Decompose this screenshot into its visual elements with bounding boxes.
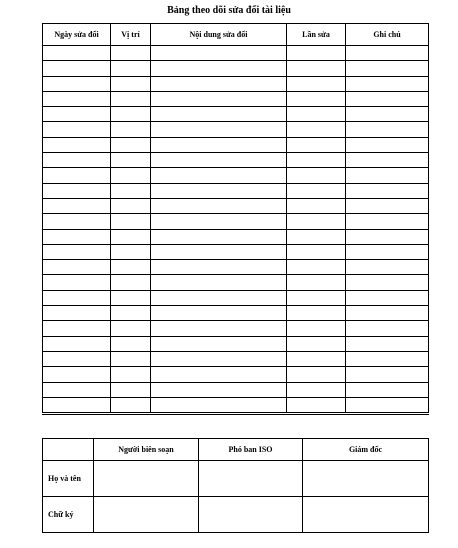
revision-row — [43, 137, 429, 152]
revision-row — [43, 260, 429, 275]
revision-row — [43, 198, 429, 213]
revision-cell-notes[interactable] — [346, 275, 429, 290]
revision-cell-content[interactable] — [151, 382, 287, 397]
revision-cell-notes[interactable] — [346, 153, 429, 168]
revision-cell-date[interactable] — [43, 107, 111, 122]
revision-cell-content[interactable] — [151, 397, 287, 413]
revision-cell-notes[interactable] — [346, 351, 429, 366]
revision-cell-position[interactable] — [111, 214, 151, 229]
revision-cell-notes[interactable] — [346, 336, 429, 351]
revision-cell-notes[interactable] — [346, 107, 429, 122]
revision-cell-date[interactable] — [43, 61, 111, 76]
revision-cell-position[interactable] — [111, 367, 151, 382]
revision-row — [43, 91, 429, 106]
revision-cell-position[interactable] — [111, 397, 151, 413]
revision-cell-content[interactable] — [151, 183, 287, 198]
revision-cell-notes[interactable] — [346, 260, 429, 275]
revision-cell-content[interactable] — [151, 46, 287, 61]
revision-cell-position[interactable] — [111, 275, 151, 290]
row-label-signature: Chữ ký — [43, 497, 94, 533]
revision-cell-revision-number[interactable] — [287, 397, 346, 413]
revision-cell-content[interactable] — [151, 351, 287, 366]
revision-row — [43, 214, 429, 229]
revision-tracking-table — [42, 23, 429, 415]
revision-cell-notes[interactable] — [346, 290, 429, 305]
revision-cell-revision-number[interactable] — [287, 351, 346, 366]
revision-cell-notes[interactable] — [346, 168, 429, 183]
revision-cell-position[interactable] — [111, 168, 151, 183]
revision-cell-position[interactable] — [111, 107, 151, 122]
revision-cell-date[interactable] — [43, 336, 111, 351]
revision-cell-content[interactable] — [151, 290, 287, 305]
revision-cell-revision-number[interactable] — [287, 153, 346, 168]
revision-cell-notes[interactable] — [346, 214, 429, 229]
revision-cell-position[interactable] — [111, 351, 151, 366]
revision-cell-content[interactable] — [151, 153, 287, 168]
signature-row — [43, 497, 429, 533]
revision-cell-notes[interactable] — [346, 306, 429, 321]
revision-row — [43, 351, 429, 366]
revision-cell-notes[interactable] — [346, 183, 429, 198]
revision-cell-revision-number[interactable] — [287, 46, 346, 61]
revision-cell-date[interactable] — [43, 397, 111, 413]
revision-cell-revision-number[interactable] — [287, 107, 346, 122]
revision-cell-revision-number[interactable] — [287, 183, 346, 198]
revision-row — [43, 244, 429, 259]
revision-cell-content[interactable] — [151, 275, 287, 290]
revision-row — [43, 367, 429, 382]
revision-cell-revision-number[interactable] — [287, 306, 346, 321]
revision-row — [43, 397, 429, 413]
revision-cell-content[interactable] — [151, 122, 287, 137]
revision-cell-revision-number[interactable] — [287, 275, 346, 290]
revision-row — [43, 290, 429, 305]
revision-cell-content[interactable] — [151, 321, 287, 336]
revision-cell-content[interactable] — [151, 306, 287, 321]
revision-cell-date[interactable] — [43, 275, 111, 290]
revision-cell-notes[interactable] — [346, 61, 429, 76]
revision-cell-date[interactable] — [43, 367, 111, 382]
full-name-cell-compiler[interactable] — [94, 461, 199, 497]
revision-cell-date[interactable] — [43, 198, 111, 213]
revision-row — [43, 275, 429, 290]
signature-header-row — [43, 439, 429, 461]
revision-cell-notes[interactable] — [346, 122, 429, 137]
approval-signature-table — [42, 438, 429, 533]
revision-cell-notes[interactable] — [346, 382, 429, 397]
revision-cell-position[interactable] — [111, 306, 151, 321]
revision-cell-date[interactable] — [43, 214, 111, 229]
revision-cell-notes[interactable] — [346, 367, 429, 382]
revision-row — [43, 168, 429, 183]
revision-cell-position[interactable] — [111, 336, 151, 351]
revision-cell-revision-number[interactable] — [287, 367, 346, 382]
revision-cell-content[interactable] — [151, 107, 287, 122]
revision-cell-position[interactable] — [111, 153, 151, 168]
revision-cell-date[interactable] — [43, 290, 111, 305]
revision-cell-date[interactable] — [43, 137, 111, 152]
revision-row — [43, 122, 429, 137]
revision-cell-revision-number[interactable] — [287, 229, 346, 244]
revision-cell-date[interactable] — [43, 91, 111, 106]
revision-cell-position[interactable] — [111, 229, 151, 244]
revision-cell-position[interactable] — [111, 61, 151, 76]
revision-cell-content[interactable] — [151, 229, 287, 244]
signature-cell-iso-deputy[interactable] — [199, 497, 303, 533]
revision-cell-revision-number[interactable] — [287, 91, 346, 106]
revision-cell-revision-number[interactable] — [287, 76, 346, 91]
revision-cell-date[interactable] — [43, 183, 111, 198]
revision-cell-revision-number[interactable] — [287, 382, 346, 397]
revision-cell-content[interactable] — [151, 367, 287, 382]
revision-cell-notes[interactable] — [346, 397, 429, 413]
full-name-cell-director[interactable] — [303, 461, 429, 497]
revision-cell-date[interactable] — [43, 229, 111, 244]
column-header-iso-deputy: Phó ban ISO — [199, 439, 303, 461]
revision-cell-date[interactable] — [43, 306, 111, 321]
revision-cell-content[interactable] — [151, 214, 287, 229]
revision-cell-date[interactable] — [43, 122, 111, 137]
revision-cell-date[interactable] — [43, 321, 111, 336]
revision-cell-revision-number[interactable] — [287, 260, 346, 275]
revision-cell-date[interactable] — [43, 244, 111, 259]
revision-cell-notes[interactable] — [346, 244, 429, 259]
revision-row — [43, 76, 429, 91]
revision-cell-content[interactable] — [151, 137, 287, 152]
revision-cell-position[interactable] — [111, 46, 151, 61]
revision-cell-position[interactable] — [111, 244, 151, 259]
revision-cell-content[interactable] — [151, 260, 287, 275]
revision-cell-position[interactable] — [111, 198, 151, 213]
revision-cell-position[interactable] — [111, 183, 151, 198]
column-header-director: Giám đốc — [303, 439, 429, 461]
revision-cell-content[interactable] — [151, 61, 287, 76]
column-header-notes: Ghi chú — [346, 24, 429, 46]
revision-cell-notes[interactable] — [346, 198, 429, 213]
revision-row — [43, 183, 429, 198]
revision-row — [43, 153, 429, 168]
revision-cell-date[interactable] — [43, 382, 111, 397]
signature-cell-compiler[interactable] — [94, 497, 199, 533]
revision-cell-revision-number[interactable] — [287, 198, 346, 213]
revision-cell-position[interactable] — [111, 382, 151, 397]
signature-corner-cell — [43, 439, 94, 461]
revision-row — [43, 107, 429, 122]
revision-cell-date[interactable] — [43, 260, 111, 275]
full-name-row — [43, 461, 429, 497]
revision-cell-revision-number[interactable] — [287, 214, 346, 229]
revision-cell-position[interactable] — [111, 91, 151, 106]
revision-header-row — [43, 24, 429, 46]
column-header-revision-number: Lần sửa — [287, 24, 346, 46]
revision-cell-date[interactable] — [43, 46, 111, 61]
revision-row — [43, 61, 429, 76]
revision-row — [43, 321, 429, 336]
row-label-full-name: Họ và tên — [43, 461, 94, 497]
revision-cell-revision-number[interactable] — [287, 168, 346, 183]
revision-cell-date[interactable] — [43, 351, 111, 366]
column-header-content: Nội dung sửa đổi — [151, 24, 287, 46]
revision-cell-revision-number[interactable] — [287, 244, 346, 259]
revision-cell-notes[interactable] — [346, 91, 429, 106]
revision-cell-revision-number[interactable] — [287, 122, 346, 137]
document-title: Bảng theo dõi sửa đổi tài liệu — [167, 5, 291, 16]
revision-cell-notes[interactable] — [346, 137, 429, 152]
revision-cell-date[interactable] — [43, 76, 111, 91]
revision-cell-content[interactable] — [151, 198, 287, 213]
revision-row — [43, 306, 429, 321]
revision-cell-content[interactable] — [151, 336, 287, 351]
revision-cell-position[interactable] — [111, 137, 151, 152]
revision-row — [43, 336, 429, 351]
revision-cell-content[interactable] — [151, 168, 287, 183]
revision-row — [43, 46, 429, 61]
revision-cell-position[interactable] — [111, 76, 151, 91]
revision-row — [43, 229, 429, 244]
signature-cell-director[interactable] — [303, 497, 429, 533]
revision-cell-content[interactable] — [151, 76, 287, 91]
revision-cell-date[interactable] — [43, 168, 111, 183]
revision-row — [43, 382, 429, 397]
column-header-compiler: Người biên soạn — [94, 439, 199, 461]
revision-cell-revision-number[interactable] — [287, 290, 346, 305]
revision-cell-revision-number[interactable] — [287, 137, 346, 152]
revision-cell-notes[interactable] — [346, 76, 429, 91]
revision-cell-position[interactable] — [111, 290, 151, 305]
revision-cell-content[interactable] — [151, 244, 287, 259]
revision-cell-position[interactable] — [111, 321, 151, 336]
column-header-position: Vị trí — [111, 24, 151, 46]
revision-cell-content[interactable] — [151, 91, 287, 106]
revision-cell-notes[interactable] — [346, 229, 429, 244]
revision-cell-revision-number[interactable] — [287, 61, 346, 76]
column-header-date: Ngày sửa đổi — [43, 24, 111, 46]
revision-cell-notes[interactable] — [346, 46, 429, 61]
revision-cell-notes[interactable] — [346, 321, 429, 336]
revision-cell-position[interactable] — [111, 122, 151, 137]
full-name-cell-iso-deputy[interactable] — [199, 461, 303, 497]
revision-cell-revision-number[interactable] — [287, 336, 346, 351]
revision-cell-position[interactable] — [111, 260, 151, 275]
revision-cell-revision-number[interactable] — [287, 321, 346, 336]
revision-cell-date[interactable] — [43, 153, 111, 168]
